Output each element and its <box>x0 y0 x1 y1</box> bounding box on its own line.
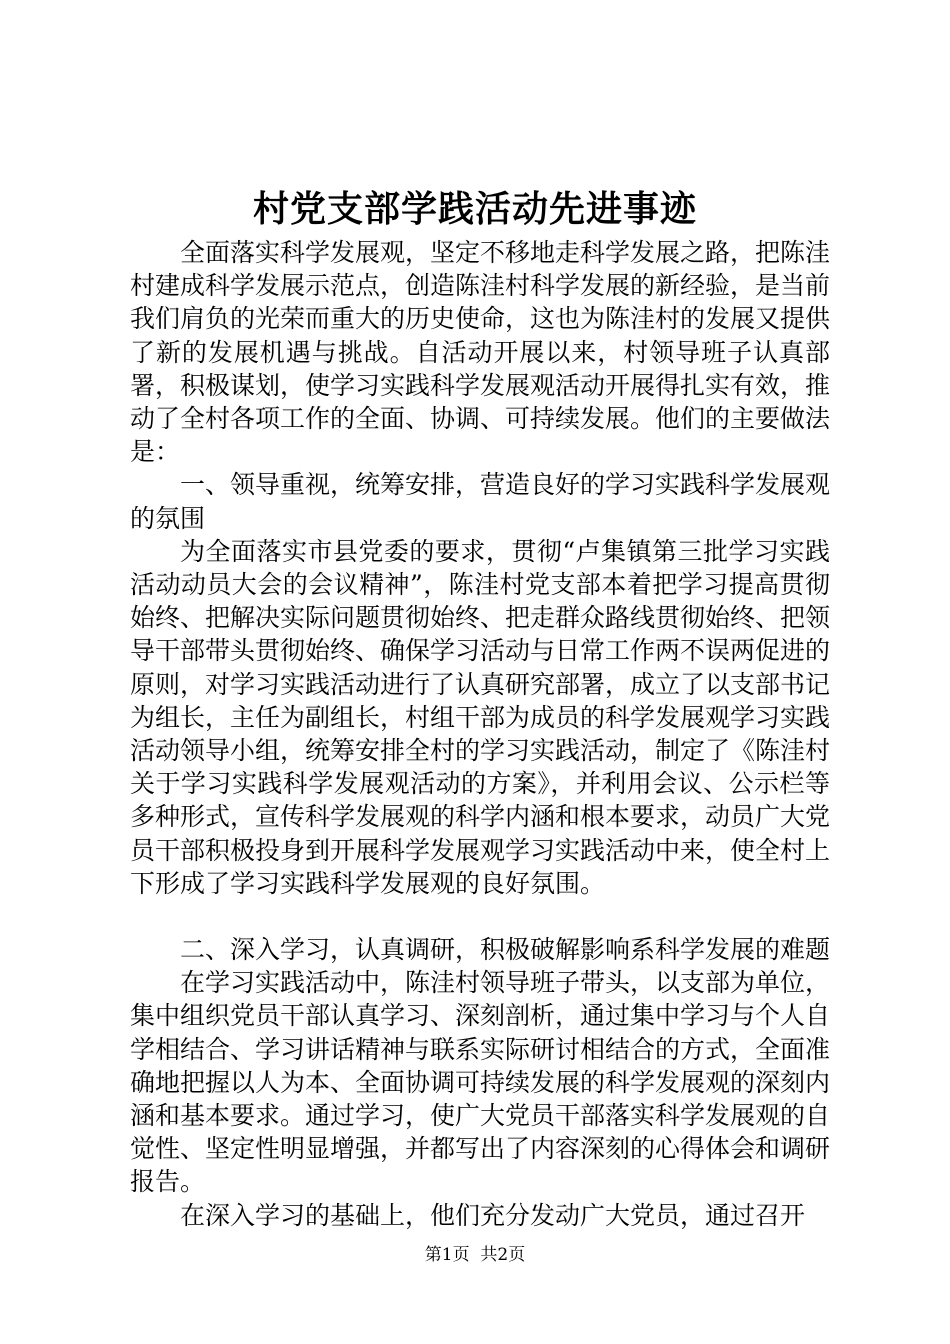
page-footer <box>0 1244 950 1266</box>
section-heading-1: 一、领导重视，统筹安排，营造良好的学习实践科学发展观的氛围 <box>130 470 831 533</box>
paragraph-intro: 全面落实科学发展观，坚定不移地走科学发展之路，把陈洼村建成科学发展示范点，创造陈洼村科学发展的新经验，是当前我们肩负的光荣而重大的历史使命，这也为陈洼村的发展又提供了新的发展机遇与挑战。自活动开展以来，村领导班子认真部署，积极谋划，使学习实践科学发展观活动开展得扎实有效，推动了全村各项工作的全面、协调、可持续发展。他们的主要做法是： <box>130 238 831 467</box>
page-number: 第1页 共2页 <box>424 1245 526 1265</box>
section-heading-2: 二、深入学习，认真调研，积极破解影响系科学发展的难题 <box>180 935 831 965</box>
document-body <box>130 236 830 1232</box>
paragraph-section-1: 为全面落实市县党委的要求，贯彻“卢集镇第三批学习实践活动动员大会的会议精神”，陈洼村党支部本着把学习提高贯彻始终、把解决实际问题贯彻始终、把走群众路线贯彻始终、把领导干部带头贯彻始终、确保学习活动与日常工作两不误两促进的原则，对学习实践活动进行了认真研究部署，成立了以支部书记为组长，主任为副组长，村组干部为成员的科学发展观学习实践活动领导小组，统筹安排全村的学习实践活动，制定了《陈洼村关于学习实践科学发展观活动的方案》，并利用会议、公示栏等多种形式，宣传科学发展观的科学内涵和根本要求，动员广大党员干部积极投身到开展科学发展观学习实践活动中来，使全村上下形成了学习实践科学发展观的良好氛围。 <box>130 536 831 898</box>
paragraph-gap <box>130 900 830 933</box>
page-title: 村党支部学践活动先进事迹 <box>252 188 697 230</box>
paragraph-section-2: 在学习实践活动中，陈洼村领导班子带头，以支部为单位，集中组织党员干部认真学习、深刻剖析，通过集中学习与个人自学相结合、学习讲话精神与联系实际研讨相结合的方式，全面准确地把握以人为本、全面协调可持续发展的科学发展观的深刻内涵和基本要求。通过学习，使广大党员干部落实科学发展观的自觉性、坚定性明显增强，并都写出了内容深刻的心得体会和调研报告。 <box>130 968 831 1197</box>
paragraph-continued: 在深入学习的基础上，他们充分发动广大党员，通过召开 <box>180 1200 806 1230</box>
